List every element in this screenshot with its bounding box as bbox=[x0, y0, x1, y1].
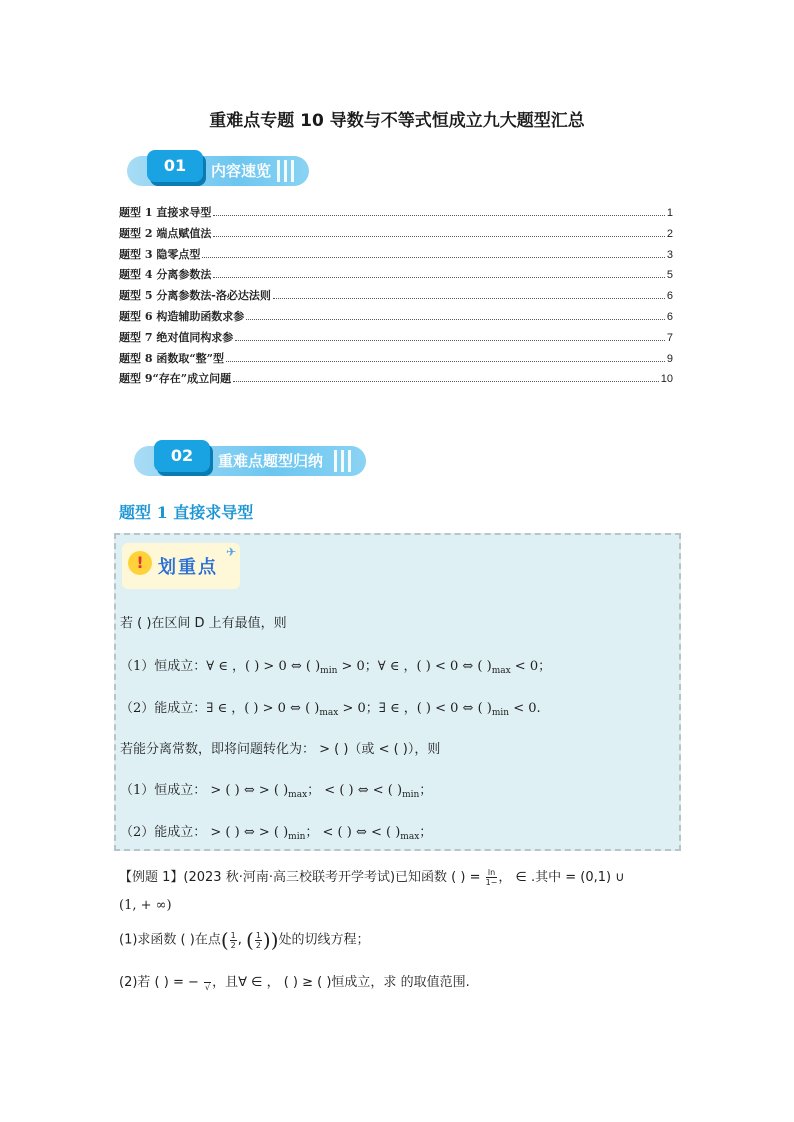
key-points-box bbox=[114, 533, 681, 851]
question-fraction: √ bbox=[204, 973, 211, 992]
toc-page-number: 2 bbox=[666, 227, 673, 240]
key-points-badge-text: 划重点 bbox=[158, 557, 218, 578]
key-line-sep-can-hold: （2）能成立： > ( ) ⇔ > ( )$_{min}$； < ( ) ⇔ < ( )$_{max}$； bbox=[120, 825, 433, 842]
toc-entry-label: 题型 2 端点赋值法 bbox=[119, 226, 212, 240]
toc-page-number: 3 bbox=[666, 248, 673, 261]
toc-leader bbox=[213, 277, 665, 278]
toc-entry-label: 题型 4 分离参数法 bbox=[119, 268, 212, 282]
toc-page-number: 10 bbox=[660, 373, 673, 386]
toc-page-number: 7 bbox=[666, 331, 673, 344]
toc-entry-label: 题型 9“存在”成立问题 bbox=[119, 372, 232, 386]
toc-page-number: 6 bbox=[666, 310, 673, 323]
toc-entry-label: 题型 6 构造辅助函数求参 bbox=[119, 309, 245, 323]
toc-leader bbox=[202, 257, 665, 258]
toc-entry-label: 题型 7 绝对值同构求参 bbox=[119, 330, 234, 344]
key-line-separation: 若能分离常数，即将问题转化为： > ( )（或 < ( )），则 bbox=[120, 742, 441, 757]
toc-entry[interactable] bbox=[119, 225, 673, 246]
toc-page-number: 1 bbox=[666, 207, 673, 219]
toc-entry[interactable] bbox=[119, 370, 673, 391]
banner-stripes-decoration bbox=[277, 160, 299, 182]
toc-entry[interactable] bbox=[119, 204, 673, 225]
toc-page-number: 5 bbox=[666, 269, 673, 282]
example-fraction: $\frac{\ln}{1-}$ bbox=[485, 868, 498, 887]
lightbulb-icon: ! bbox=[128, 551, 152, 575]
banner-number: 02 bbox=[154, 440, 210, 472]
toc-leader bbox=[235, 340, 665, 341]
toc-page-number: 9 bbox=[666, 352, 673, 365]
section-banner-contents bbox=[127, 150, 309, 186]
toc-entry-label: 题型 5 分离参数法-洛必达法则 bbox=[119, 289, 271, 303]
question-fraction: $\frac{1}{2}$ bbox=[230, 930, 236, 950]
document-title: 重难点专题 10 导数与不等式恒成立九大题型汇总 bbox=[209, 111, 585, 131]
toc-entry[interactable] bbox=[119, 287, 673, 308]
banner-number: 01 bbox=[147, 150, 203, 182]
example-statement: 【例题 1】(2023 秋·河南·高三校联考开学考试)已知函数 ( ) = $\frac{\ln}{1-}$ ， ∈ .其中 = (0,1) ∪ bbox=[119, 868, 625, 887]
toc-leader bbox=[273, 298, 665, 299]
toc-entry-label: 题型 8 函数取“整”型 bbox=[119, 351, 224, 365]
banner-stripes-decoration bbox=[334, 450, 356, 472]
key-line-can-hold: （2）能成立：∃ ∈ ，( ) > 0 ⇔ ( )$_{max} > 0$；∃ ∈ ，( ) < 0 ⇔ ( )$_{min} < 0$. bbox=[120, 701, 541, 718]
example-question-1: (1)求函数 ( )在点( $\frac{1}{2}$ , ( $\frac{1}{2}$ ))处的切线方程； bbox=[119, 928, 370, 952]
banner-label: 内容速览 bbox=[211, 162, 272, 180]
toc-leader bbox=[246, 319, 665, 320]
toc-entry[interactable] bbox=[119, 266, 673, 287]
toc-leader bbox=[233, 381, 659, 382]
toc-leader bbox=[213, 236, 665, 237]
section-banner-summary bbox=[134, 440, 366, 476]
toc-entry[interactable] bbox=[119, 329, 673, 350]
question-fraction: $\frac{1}{2}$ bbox=[255, 930, 261, 950]
toc-entry-label: 题型 1 直接求导型 bbox=[119, 206, 212, 219]
toc-leader bbox=[213, 215, 665, 216]
key-line-intro: 若 ( )在区间 D 上有最值，则 bbox=[120, 616, 287, 631]
toc-entry-label: 题型 3 隐零点型 bbox=[119, 247, 201, 261]
toc-page-number: 6 bbox=[666, 290, 673, 303]
banner-label: 重难点题型归纳 bbox=[218, 452, 324, 470]
toc-entry[interactable] bbox=[119, 246, 673, 267]
key-line-always-holds: （1）恒成立：∀ ∈ ，( ) > 0 ⇔ ( )$_{min} > 0$；∀ ∈ ，( ) < 0 ⇔ ( )$_{max} < 0$； bbox=[120, 659, 552, 676]
table-of-contents bbox=[119, 204, 673, 391]
paper-plane-icon: ✈ bbox=[225, 545, 236, 559]
key-line-sep-always-holds: （1）恒成立： > ( ) ⇔ > ( )$_{max}$； < ( ) ⇔ < ( )$_{min}$； bbox=[120, 783, 433, 800]
toc-leader bbox=[226, 361, 665, 362]
key-points-badge bbox=[122, 543, 240, 589]
toc-entry[interactable] bbox=[119, 350, 673, 371]
section-heading: 题型 1 直接求导型 bbox=[119, 503, 254, 522]
example-domain-continued: (1, + ∞) bbox=[119, 898, 172, 913]
example-question-2: (2)若 ( ) = − √ ，且∀ ∈ ， ( ) ≥ ( )恒成立，求 的取值范围. bbox=[119, 975, 470, 992]
toc-entry[interactable] bbox=[119, 308, 673, 329]
